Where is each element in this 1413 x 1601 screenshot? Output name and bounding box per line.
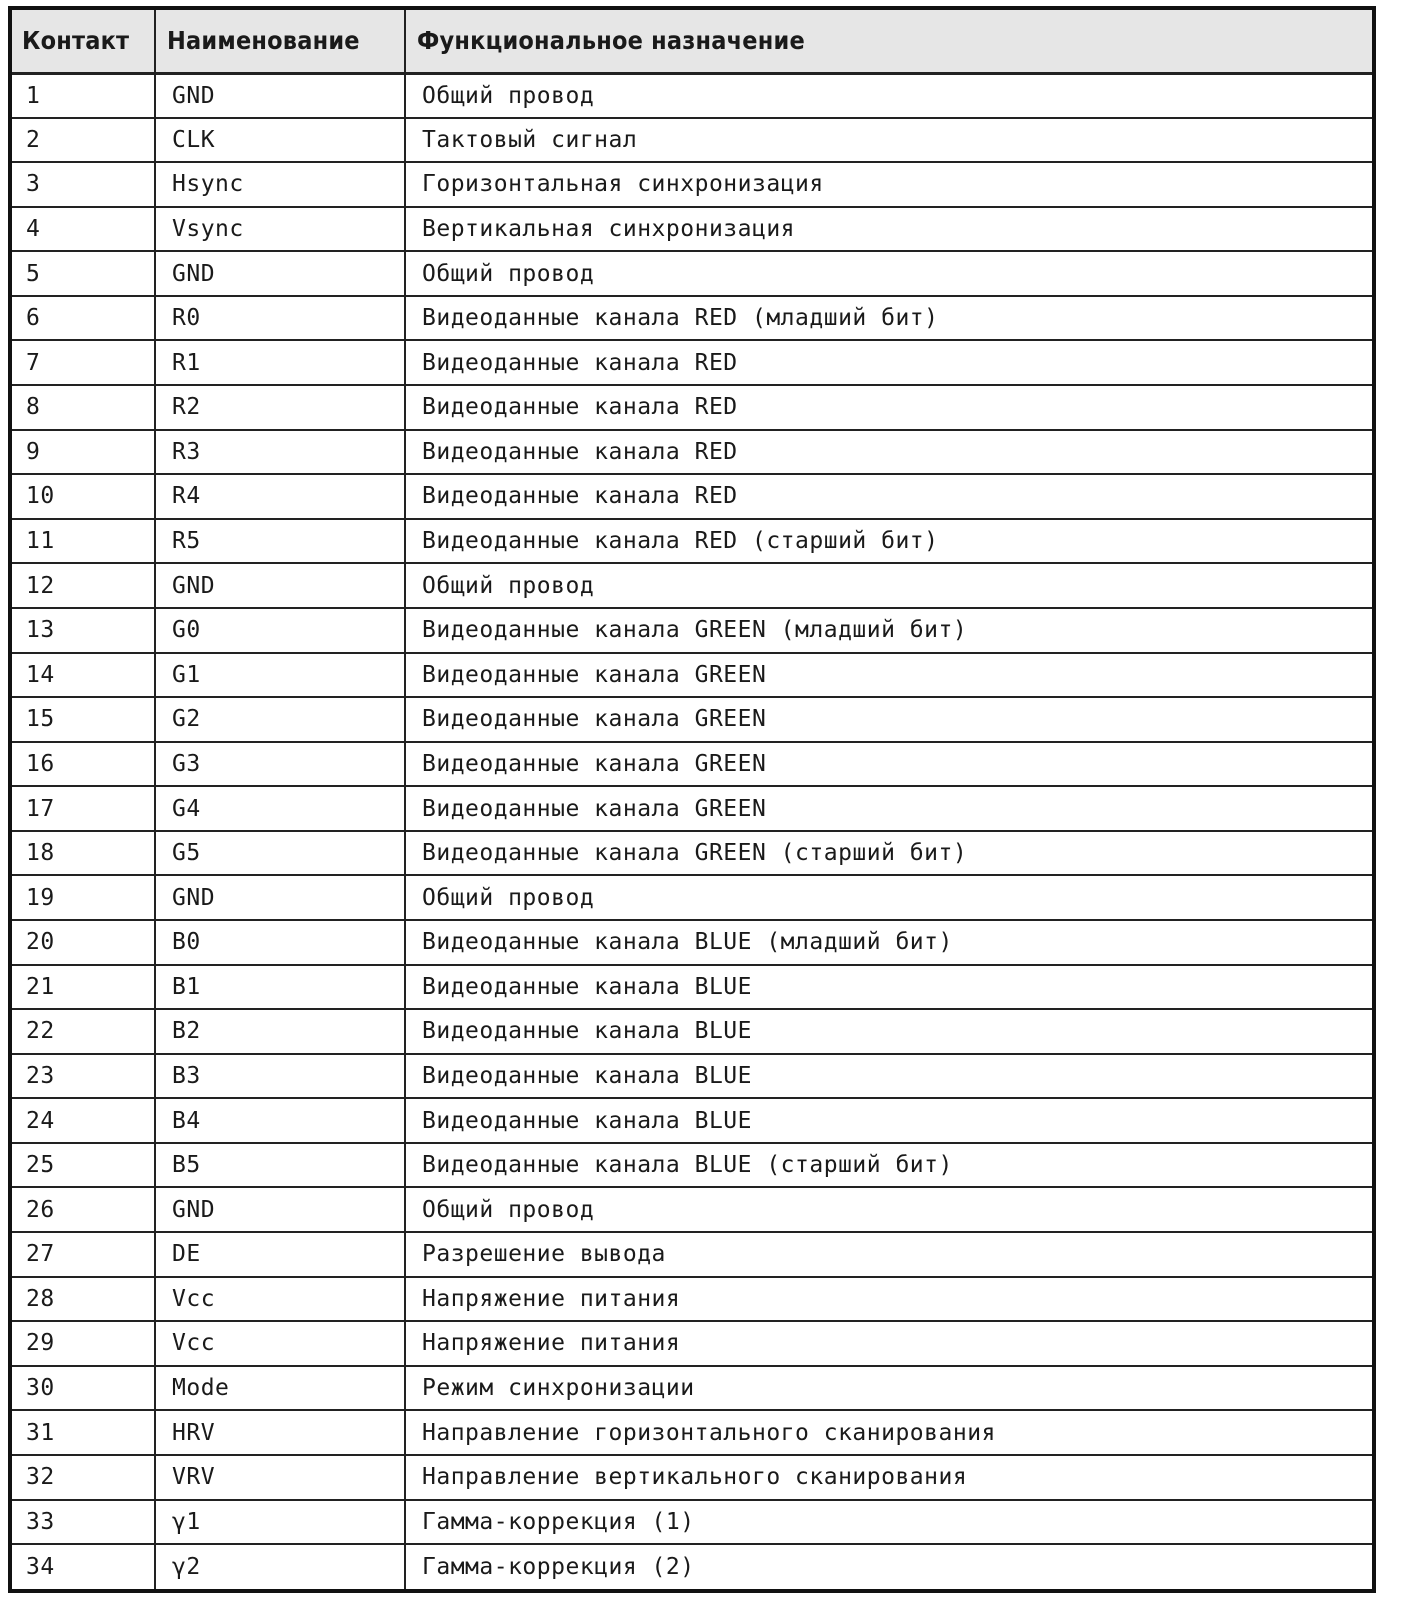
signal-name-cell: G4 [155,786,405,831]
function-cell: Видеоданные канала GREEN [405,786,1372,831]
pin-number-cell: 20 [12,920,155,965]
table-row [12,1500,1372,1545]
table-row [12,385,1372,430]
table-row [12,920,1372,965]
pin-number-cell: 5 [12,251,155,296]
signal-name-cell: G1 [155,653,405,698]
pin-number-cell: 29 [12,1321,155,1366]
table-row [12,251,1372,296]
table-row [12,1054,1372,1099]
pin-number-cell: 9 [12,430,155,475]
function-cell: Видеоданные канала BLUE [405,1098,1372,1143]
signal-name-cell: Vcc [155,1321,405,1366]
pin-number-cell: 23 [12,1054,155,1099]
function-cell: Направление вертикального сканирования [405,1455,1372,1500]
signal-name-cell: B4 [155,1098,405,1143]
function-cell: Разрешение вывода [405,1232,1372,1277]
pin-number-cell: 33 [12,1500,155,1545]
pin-number-cell: 10 [12,474,155,519]
function-cell: Видеоданные канала GREEN [405,653,1372,698]
signal-name-cell: Vsync [155,207,405,252]
signal-name-cell: DE [155,1232,405,1277]
function-cell: Общий провод [405,1187,1372,1232]
pin-number-cell: 34 [12,1544,155,1589]
signal-name-cell: Vcc [155,1277,405,1322]
function-cell: Видеоданные канала GREEN (старший бит) [405,831,1372,876]
signal-name-cell: γ2 [155,1544,405,1589]
function-cell: Видеоданные канала BLUE [405,965,1372,1010]
function-cell: Видеоданные канала RED [405,430,1372,475]
pin-number-cell: 3 [12,162,155,207]
table-row [12,73,1372,118]
table-row [12,653,1372,698]
function-cell: Видеоданные канала BLUE (старший бит) [405,1143,1372,1188]
signal-name-cell: R5 [155,519,405,564]
pin-number-cell: 22 [12,1009,155,1054]
pin-number-cell: 11 [12,519,155,564]
table-body [12,73,1372,1589]
table-row [12,1366,1372,1411]
table-row [12,1321,1372,1366]
pin-table [8,6,1376,1593]
pinout-table [12,10,1372,1589]
signal-name-cell: GND [155,1187,405,1232]
table-row [12,875,1372,920]
pin-number-cell: 1 [12,73,155,118]
signal-name-cell: GND [155,73,405,118]
table-row [12,1098,1372,1143]
table-row [12,1143,1372,1188]
function-cell: Общий провод [405,251,1372,296]
function-cell: Напряжение питания [405,1277,1372,1322]
signal-name-cell: GND [155,563,405,608]
table-row [12,1009,1372,1054]
function-cell: Горизонтальная синхронизация [405,162,1372,207]
function-cell: Общий провод [405,875,1372,920]
pin-number-cell: 16 [12,742,155,787]
pin-number-cell: 14 [12,653,155,698]
header-row [12,10,1372,73]
function-cell: Направление горизонтального сканирования [405,1410,1372,1455]
table-row [12,162,1372,207]
function-cell: Вертикальная синхронизация [405,207,1372,252]
function-cell: Видеоданные канала RED [405,385,1372,430]
pin-number-cell: 28 [12,1277,155,1322]
signal-name-cell: G0 [155,608,405,653]
pin-number-cell: 25 [12,1143,155,1188]
header-name: Наименование [155,10,405,73]
signal-name-cell: GND [155,875,405,920]
pin-number-cell: 17 [12,786,155,831]
function-cell: Видеоданные канала RED (старший бит) [405,519,1372,564]
signal-name-cell: R0 [155,296,405,341]
pin-number-cell: 27 [12,1232,155,1277]
function-cell: Видеоданные канала RED (младший бит) [405,296,1372,341]
table-row [12,831,1372,876]
pin-number-cell: 31 [12,1410,155,1455]
signal-name-cell: GND [155,251,405,296]
function-cell: Видеоданные канала RED [405,340,1372,385]
pin-number-cell: 4 [12,207,155,252]
function-cell: Видеоданные канала BLUE [405,1054,1372,1099]
table-row [12,1187,1372,1232]
pin-number-cell: 18 [12,831,155,876]
table-row [12,296,1372,341]
signal-name-cell: R2 [155,385,405,430]
signal-name-cell: B0 [155,920,405,965]
signal-name-cell: CLK [155,118,405,163]
pin-number-cell: 7 [12,340,155,385]
signal-name-cell: B2 [155,1009,405,1054]
table-header [12,10,1372,73]
header-function: Функциональное назначение [405,10,1372,73]
function-cell: Напряжение питания [405,1321,1372,1366]
pin-number-cell: 15 [12,697,155,742]
table-row [12,207,1372,252]
table-row [12,519,1372,564]
signal-name-cell: Hsync [155,162,405,207]
table-row [12,1455,1372,1500]
function-cell: Гамма-коррекция (2) [422,1554,695,1581]
function-cell: Гамма-коррекция (1) [405,1500,1372,1545]
signal-name-cell: R4 [155,474,405,519]
table-row [12,563,1372,608]
header-contact: Контакт [12,10,155,73]
function-cell: Видеоданные канала BLUE [405,1009,1372,1054]
table-row [12,1232,1372,1277]
table-row [12,474,1372,519]
pin-number-cell: 12 [12,563,155,608]
function-cell: Видеоданные канала GREEN [405,742,1372,787]
table-row [12,697,1372,742]
pin-number-cell: 21 [12,965,155,1010]
table-row [12,1410,1372,1455]
function-cell: Тактовый сигнал [405,118,1372,163]
pin-number-cell: 8 [12,385,155,430]
signal-name-cell: B5 [155,1143,405,1188]
table-row [12,965,1372,1010]
table-row [12,340,1372,385]
function-cell: Видеоданные канала BLUE (младший бит) [405,920,1372,965]
table-row [12,1277,1372,1322]
pin-number-cell: 2 [12,118,155,163]
signal-name-cell: B1 [155,965,405,1010]
pin-number-cell: 32 [12,1455,155,1500]
function-cell: Видеоданные канала RED [405,474,1372,519]
signal-name-cell: R3 [155,430,405,475]
table-row [12,608,1372,653]
pin-number-cell: 19 [12,875,155,920]
signal-name-cell: G2 [155,697,405,742]
table-row [12,1544,1372,1589]
pin-number-cell: 13 [12,608,155,653]
pin-number-cell: 26 [12,1187,155,1232]
function-cell: Общий провод [405,73,1372,118]
signal-name-cell: B3 [155,1054,405,1099]
signal-name-cell: R1 [155,340,405,385]
pin-number-cell: 30 [12,1366,155,1411]
signal-name-cell: G3 [155,742,405,787]
signal-name-cell: G5 [155,831,405,876]
table-row [12,430,1372,475]
signal-name-cell: HRV [155,1410,405,1455]
pin-number-cell: 6 [12,296,155,341]
function-cell: Общий провод [405,563,1372,608]
table-row [12,786,1372,831]
table-row [12,118,1372,163]
signal-name-cell: γ1 [155,1500,405,1545]
function-cell: Видеоданные канала GREEN [405,697,1372,742]
pin-number-cell: 24 [12,1098,155,1143]
function-cell: Режим синхронизации [405,1366,1372,1411]
signal-name-cell: VRV [155,1455,405,1500]
function-cell: Видеоданные канала GREEN (младший бит) [405,608,1372,653]
table-row [12,742,1372,787]
signal-name-cell: Mode [155,1366,405,1411]
